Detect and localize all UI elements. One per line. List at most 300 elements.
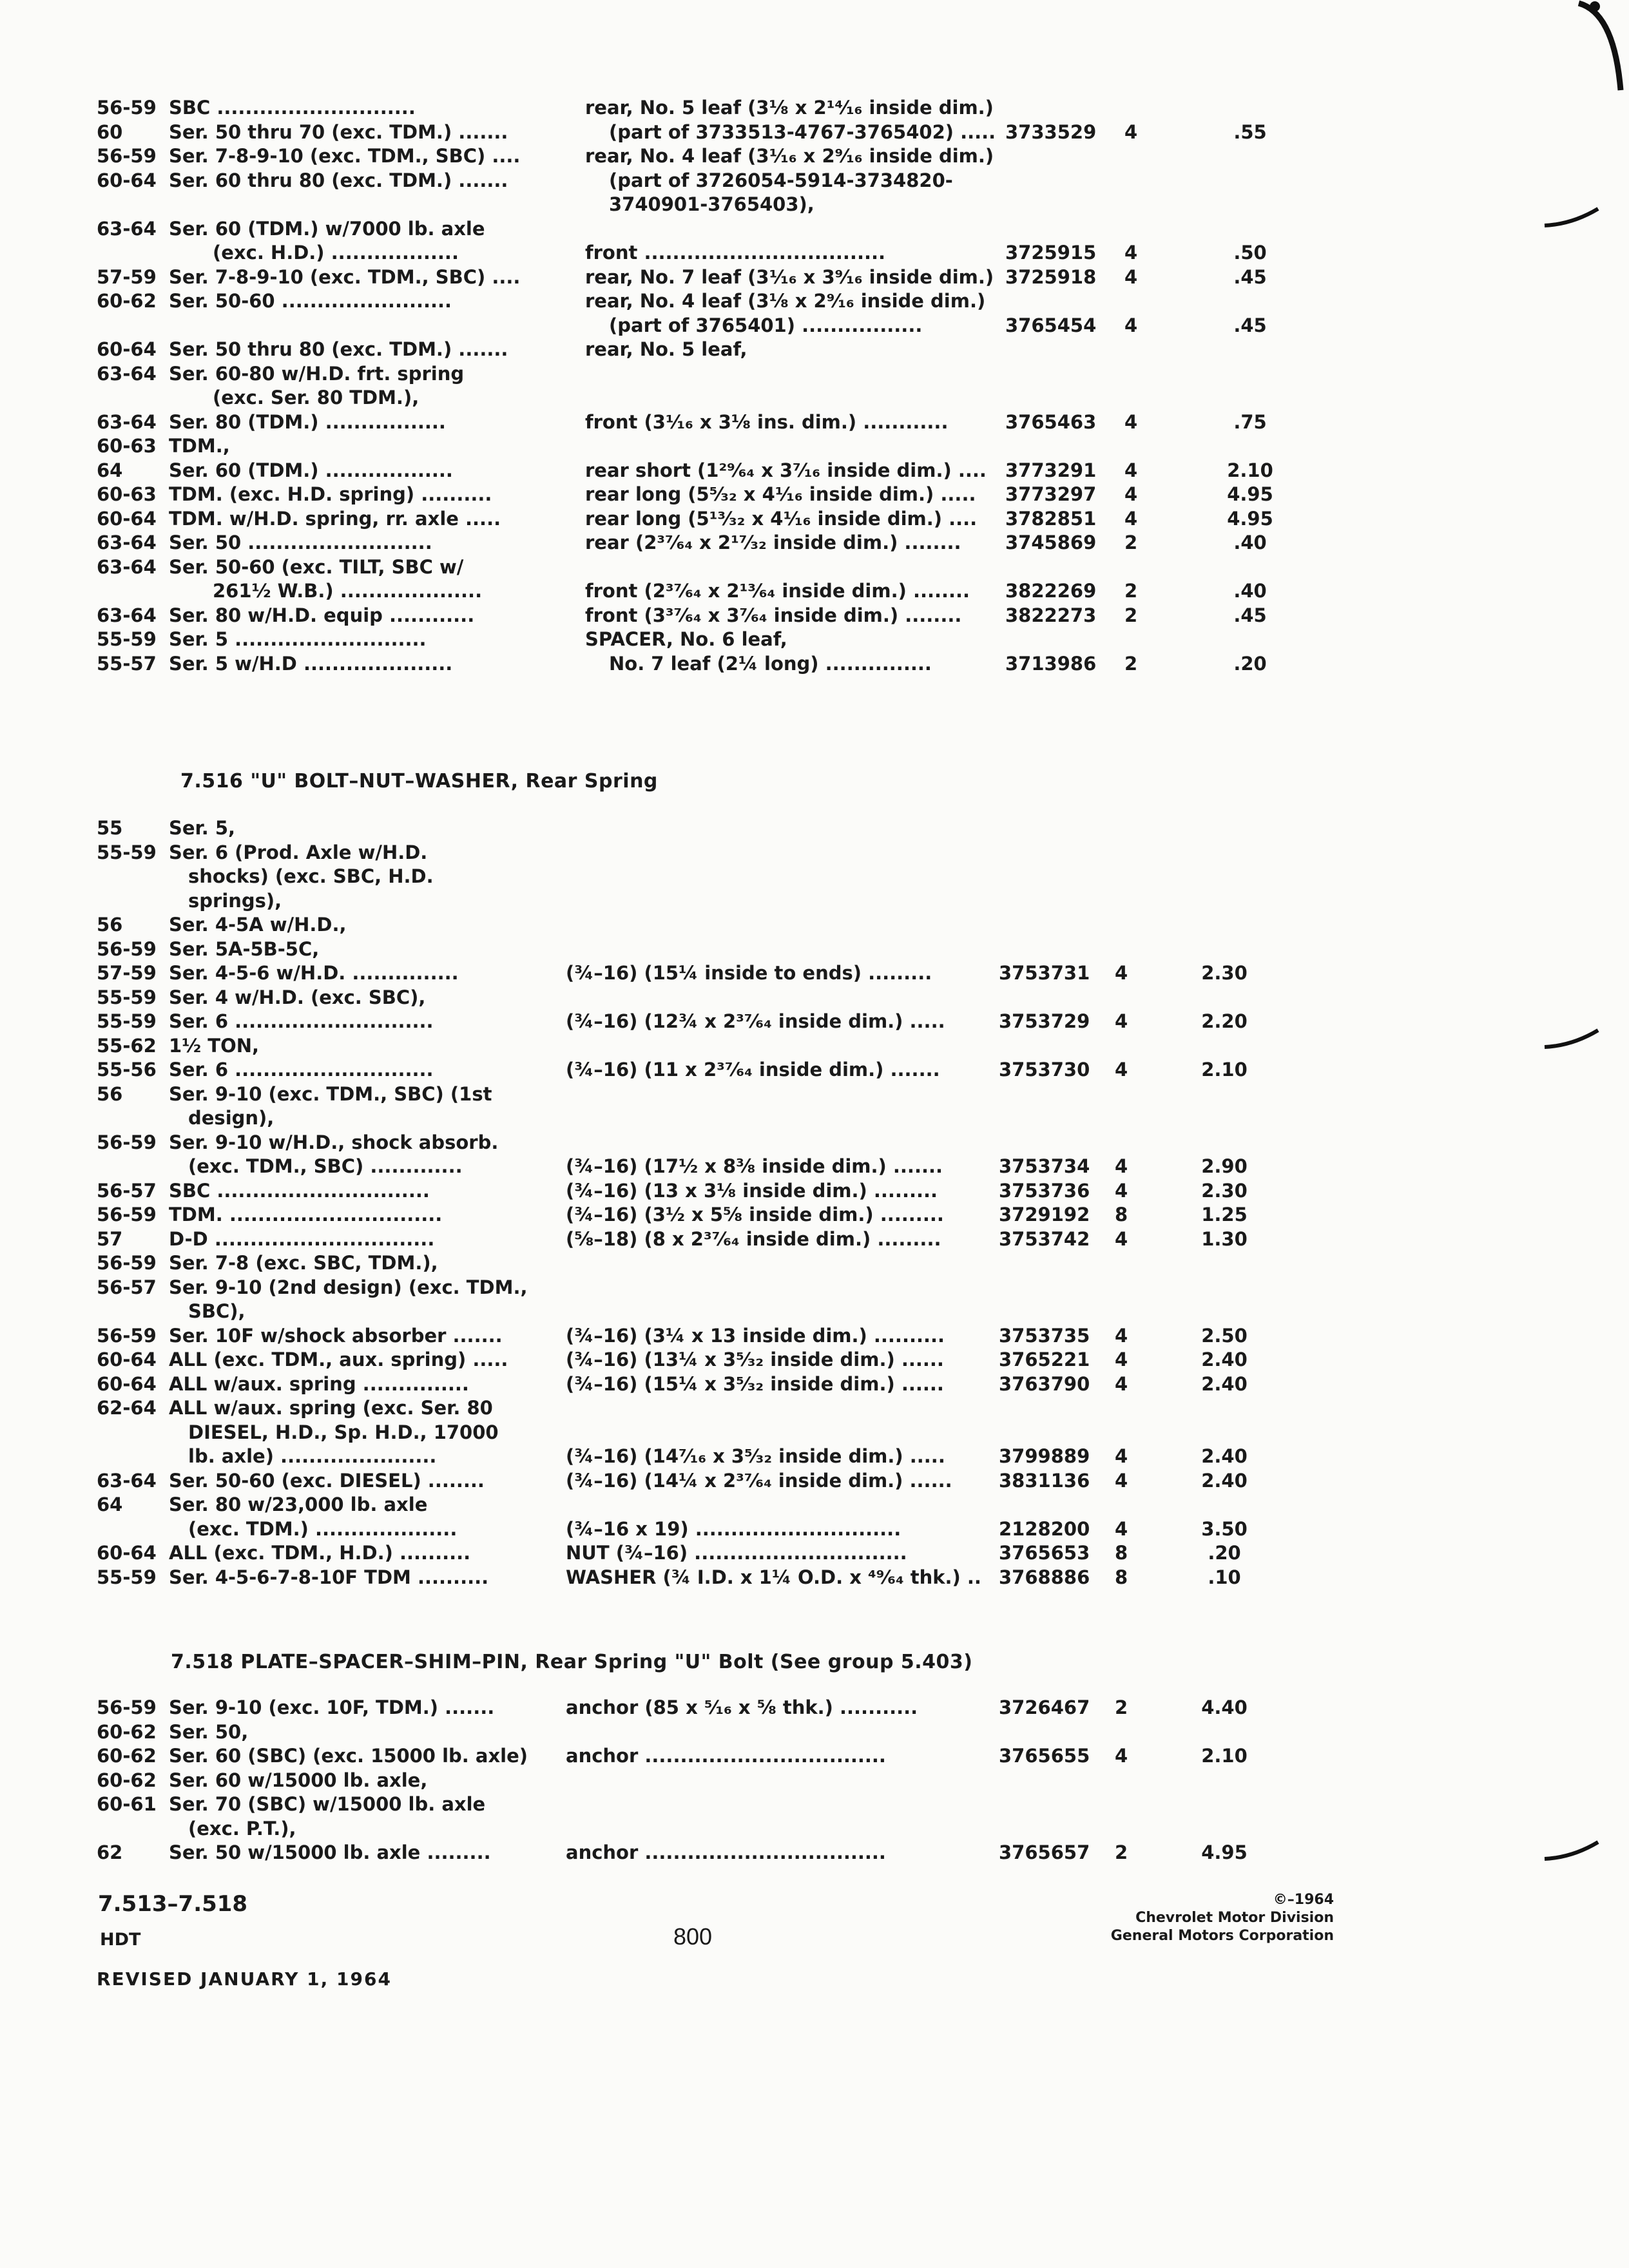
price: .45: [1233, 604, 1267, 626]
price: 3.50: [1201, 1517, 1248, 1540]
application: SBC),: [188, 1300, 246, 1322]
publisher-block: [1095, 1891, 1334, 1945]
application: Ser. 4-5-6 w/H.D. ...............: [169, 962, 459, 984]
table-row: [0, 387, 1629, 411]
part-number: 3799889: [999, 1445, 1090, 1467]
table-row: [0, 1325, 1629, 1349]
year-range: 60-63: [97, 483, 157, 505]
table-row: [0, 865, 1629, 890]
description: (part of 3726054-5914-3734820-: [609, 169, 953, 191]
description: (¾–16) (13 x 3⅛ inside dim.) .........: [566, 1179, 938, 1202]
year-range: 63-64: [97, 410, 157, 433]
table-row: [0, 1793, 1629, 1818]
application: ALL w/aux. spring ...............: [169, 1372, 469, 1395]
table-row: [0, 218, 1629, 242]
application: Ser. 9-10 (2nd design) (exc. TDM.,: [169, 1276, 528, 1298]
table-row: [0, 986, 1629, 1011]
quantity: 2: [1124, 604, 1138, 626]
table-row: [0, 363, 1629, 387]
application: (exc. H.D.) ..................: [213, 242, 459, 264]
application: Ser. 60 (SBC) (exc. 15000 lb. axle): [169, 1745, 528, 1767]
quantity: 2: [1115, 1841, 1128, 1863]
description: (⅝–18) (8 x 2³⁷⁄₆₄ inside dim.) .........: [566, 1227, 941, 1250]
parts-table-springs-continued: [0, 97, 1629, 677]
year-range: 63-64: [97, 362, 157, 385]
part-number: 3765221: [999, 1349, 1090, 1370]
part-number: 3765463: [1005, 410, 1097, 433]
year-range: 63-64: [97, 555, 157, 578]
year-range: 57-59: [97, 265, 157, 288]
table-row: [0, 604, 1629, 629]
year-range: 56-59: [97, 1324, 157, 1347]
quantity: 2: [1115, 1696, 1128, 1718]
price: .40: [1233, 580, 1267, 602]
table-row: [0, 121, 1629, 146]
description: (part of 3765401) .................: [609, 314, 923, 336]
description: rear long (5¹³⁄₃₂ x 4¹⁄₁₆ inside dim.) ....: [585, 507, 978, 530]
application: ALL (exc. TDM., aux. spring) .....: [169, 1349, 508, 1370]
table-row: [0, 1518, 1629, 1542]
year-range: 60-64: [97, 1349, 157, 1370]
price: 2.90: [1201, 1155, 1248, 1177]
quantity: 4: [1115, 1227, 1128, 1250]
application: Ser. 60-80 w/H.D. frt. spring: [169, 362, 465, 385]
table-row: [0, 1059, 1629, 1083]
table-row: [0, 1276, 1629, 1301]
application: Ser. 9-10 w/H.D., shock absorb.: [169, 1131, 499, 1153]
application: ALL (exc. TDM., H.D.) ..........: [169, 1542, 471, 1564]
application: (exc. Ser. 80 TDM.),: [213, 387, 419, 408]
year-range: 56-57: [97, 1276, 157, 1298]
part-number: 3765653: [999, 1542, 1090, 1564]
price: 2.40: [1201, 1469, 1248, 1492]
table-row: [0, 628, 1629, 653]
table-row: [0, 508, 1629, 532]
description: (¾–16) (15¼ x 3⁵⁄₃₂ inside dim.) ......: [566, 1372, 944, 1395]
description: rear, No. 5 leaf,: [585, 338, 747, 360]
table-row: [0, 914, 1629, 938]
application: Ser. 60 (TDM.) ..................: [169, 459, 453, 481]
price: 2.30: [1201, 962, 1248, 984]
copyright: ©–1964: [1273, 1892, 1334, 1908]
price: .20: [1233, 652, 1267, 675]
year-range: 55-56: [97, 1059, 157, 1081]
price: .40: [1233, 532, 1267, 553]
year-range: 56-59: [97, 937, 157, 960]
description: 3740901-3765403),: [609, 193, 815, 215]
price: .75: [1233, 410, 1267, 433]
description: rear (2³⁷⁄₆₄ x 2¹⁷⁄₃₂ inside dim.) ........: [585, 532, 961, 553]
quantity: 4: [1115, 1469, 1128, 1492]
application: D-D ...............................: [169, 1227, 435, 1250]
table-row: [0, 532, 1629, 556]
quantity: 4: [1124, 507, 1138, 530]
application: Ser. 4-5-6-7-8-10F TDM ..........: [169, 1566, 489, 1588]
table-row: [0, 1421, 1629, 1446]
table-row: [0, 1204, 1629, 1228]
quantity: 4: [1124, 483, 1138, 505]
description: (¾–16) (14⁷⁄₁₆ x 3⁵⁄₃₂ inside dim.) .....: [566, 1445, 945, 1467]
application: Ser. 6 ............................: [169, 1059, 434, 1081]
quantity: 4: [1124, 265, 1138, 288]
application: TDM. w/H.D. spring, rr. axle .....: [169, 507, 501, 530]
part-number: 3726467: [999, 1696, 1090, 1718]
table-row: [0, 314, 1629, 339]
part-number: 3753730: [999, 1059, 1090, 1081]
part-number: 3773291: [1005, 459, 1097, 481]
quantity: 8: [1115, 1542, 1128, 1564]
year-range: 60-62: [97, 290, 157, 312]
quantity: 4: [1124, 120, 1138, 143]
description: anchor ..................................: [566, 1841, 886, 1863]
part-number: 3733529: [1005, 120, 1097, 143]
application: DIESEL, H.D., Sp. H.D., 17000: [188, 1421, 499, 1443]
year-range: 62: [97, 1841, 123, 1863]
part-number: 3753735: [999, 1324, 1090, 1347]
description: (¾–16) (3½ x 5⅝ inside dim.) .........: [566, 1204, 944, 1225]
price: 2.10: [1227, 459, 1273, 481]
description: (¾–16 x 19) .............................: [566, 1517, 901, 1540]
price: .20: [1208, 1542, 1241, 1564]
quantity: 4: [1124, 410, 1138, 433]
price: 4.95: [1227, 483, 1273, 505]
application: Ser. 4 w/H.D. (exc. SBC),: [169, 986, 426, 1008]
application: Ser. 80 w/H.D. equip ............: [169, 604, 475, 626]
application: 261½ W.B.) ....................: [213, 580, 483, 602]
table-row: [0, 1445, 1629, 1470]
section-title-plate-spacer: 7.518 PLATE–SPACER–SHIM–PIN, Rear Spring "U" Bolt (See group 5.403): [171, 1651, 973, 1673]
table-row: [0, 266, 1629, 291]
quantity: 4: [1124, 242, 1138, 264]
application: TDM.,: [169, 435, 230, 457]
part-number: 3753729: [999, 1010, 1090, 1032]
application: Ser. 50 w/15000 lb. axle .........: [169, 1841, 491, 1863]
price: 1.30: [1201, 1227, 1248, 1250]
table-row: [0, 653, 1629, 677]
table-row: [0, 1566, 1629, 1591]
table-row: [0, 1696, 1629, 1721]
quantity: 2: [1124, 580, 1138, 602]
binder-hole-mark-bottom: [1543, 1840, 1601, 1865]
quantity: 4: [1115, 1010, 1128, 1032]
year-range: 63-64: [97, 1469, 157, 1492]
table-row: [0, 459, 1629, 484]
table-row: [0, 1769, 1629, 1794]
part-number: 2128200: [999, 1517, 1090, 1540]
year-range: 56-59: [97, 1696, 157, 1718]
year-range: 60-62: [97, 1720, 157, 1743]
application: Ser. 60 (TDM.) w/7000 lb. axle: [169, 217, 485, 240]
part-number: 3822273: [1005, 604, 1097, 626]
part-number: 3745869: [1005, 532, 1097, 553]
application: Ser. 50,: [169, 1720, 249, 1743]
application: ALL w/aux. spring (exc. Ser. 80: [169, 1397, 493, 1419]
year-range: 56: [97, 914, 123, 936]
year-range: 55-59: [97, 628, 157, 650]
price: 2.40: [1201, 1372, 1248, 1395]
price: 1.25: [1201, 1204, 1248, 1225]
table-row: [0, 1818, 1629, 1842]
table-row: [0, 338, 1629, 363]
year-range: 55-59: [97, 841, 157, 863]
table-row: [0, 435, 1629, 459]
table-row: [0, 411, 1629, 436]
table-row: [0, 1494, 1629, 1518]
table-row: [0, 1131, 1629, 1156]
revision-date: REVISED JANUARY 1, 1964: [97, 1968, 392, 1990]
description: (¾–16) (15¼ inside to ends) .........: [566, 962, 932, 984]
price: 2.20: [1201, 1010, 1248, 1032]
table-row: [0, 1035, 1629, 1059]
description: (¾–16) (3¼ x 13 inside dim.) ..........: [566, 1324, 945, 1347]
year-range: 55-59: [97, 1566, 157, 1588]
part-number: 3782851: [1005, 507, 1097, 530]
table-row: [0, 145, 1629, 169]
table-row: [0, 1721, 1629, 1745]
quantity: 2: [1124, 532, 1138, 553]
description: rear, No. 7 leaf (3¹⁄₁₆ x 3⁹⁄₁₆ inside dim.): [585, 265, 994, 288]
table-row: [0, 841, 1629, 866]
application: Ser. 50-60 (exc. TILT, SBC w/: [169, 555, 464, 578]
application: Ser. 9-10 (exc. 10F, TDM.) .......: [169, 1696, 495, 1718]
application: springs),: [188, 889, 282, 912]
description: anchor ..................................: [566, 1745, 886, 1767]
application: Ser. 6 (Prod. Axle w/H.D.: [169, 841, 428, 863]
table-row: [0, 1155, 1629, 1180]
table-row: [0, 1542, 1629, 1566]
price: 4.40: [1201, 1696, 1248, 1718]
year-range: 56: [97, 1082, 123, 1105]
year-range: 60-64: [97, 1542, 157, 1564]
description: anchor (85 x ⁵⁄₁₆ x ⅝ thk.) ...........: [566, 1696, 918, 1718]
description: rear, No. 4 leaf (3¹⁄₁₆ x 2⁹⁄₁₆ inside dim.): [585, 145, 994, 167]
description: front (2³⁷⁄₆₄ x 2¹³⁄₆₄ inside dim.) ........: [585, 580, 970, 602]
description: (¾–16) (12¾ x 2³⁷⁄₆₄ inside dim.) .....: [566, 1010, 945, 1032]
table-row: [0, 169, 1629, 194]
application: Ser. 50-60 ........................: [169, 290, 452, 312]
year-range: 57: [97, 1227, 123, 1250]
part-number: 3753731: [999, 962, 1090, 984]
quantity: 4: [1115, 1349, 1128, 1370]
catalog-code: HDT: [100, 1930, 141, 1950]
table-row: [0, 1252, 1629, 1276]
price: .55: [1233, 120, 1267, 143]
description: No. 7 leaf (2¼ long) ...............: [609, 652, 932, 675]
quantity: 4: [1115, 1372, 1128, 1395]
application: (exc. TDM.) ....................: [188, 1517, 458, 1540]
year-range: 56-59: [97, 145, 157, 167]
year-range: 56-59: [97, 1131, 157, 1153]
quantity: 4: [1115, 1517, 1128, 1540]
description: rear short (1²⁹⁄₆₄ x 3⁷⁄₁₆ inside dim.) ....: [585, 459, 987, 481]
year-range: 55-62: [97, 1034, 157, 1057]
description: (part of 3733513-4767-3765402) .....: [609, 120, 996, 143]
year-range: 63-64: [97, 217, 157, 240]
application: (exc. TDM., SBC) .............: [188, 1155, 463, 1177]
table-row: [0, 290, 1629, 314]
application: Ser. 50 thru 70 (exc. TDM.) .......: [169, 120, 508, 143]
quantity: 4: [1115, 1059, 1128, 1081]
application: Ser. 5 ...........................: [169, 628, 427, 650]
application: Ser. 7-8-9-10 (exc. TDM., SBC) ....: [169, 145, 521, 167]
quantity: 4: [1124, 459, 1138, 481]
part-number: 3768886: [999, 1566, 1090, 1588]
description: WASHER (¾ I.D. x 1¼ O.D. x ⁴⁹⁄₆₄ thk.) ..: [566, 1566, 981, 1588]
application: Ser. 5,: [169, 817, 236, 839]
application: Ser. 60 w/15000 lb. axle,: [169, 1769, 428, 1791]
price: .45: [1233, 314, 1267, 336]
year-range: 55-59: [97, 986, 157, 1008]
application: (exc. P.T.),: [188, 1817, 296, 1840]
application: Ser. 80 (TDM.) .................: [169, 410, 446, 433]
description: NUT (¾–16) ..............................: [566, 1542, 907, 1564]
quantity: 4: [1115, 1745, 1128, 1767]
part-number: 3765657: [999, 1841, 1090, 1863]
parts-table-plate-spacer: [0, 1696, 1629, 1866]
quantity: 8: [1115, 1566, 1128, 1588]
table-row: [0, 97, 1629, 121]
quantity: 2: [1124, 652, 1138, 675]
description: rear, No. 4 leaf (3⅛ x 2⁹⁄₁₆ inside dim.): [585, 290, 986, 312]
price: .50: [1233, 242, 1267, 264]
table-row: [0, 962, 1629, 986]
year-range: 62-64: [97, 1397, 157, 1419]
price: 2.50: [1201, 1324, 1248, 1347]
table-row: [0, 1010, 1629, 1035]
year-range: 60-62: [97, 1769, 157, 1791]
price: 2.30: [1201, 1179, 1248, 1202]
part-number: 3763790: [999, 1372, 1090, 1395]
price: 2.40: [1201, 1349, 1248, 1370]
application: Ser. 60 thru 80 (exc. TDM.) .......: [169, 169, 508, 191]
table-row: [0, 1083, 1629, 1108]
year-range: 60-64: [97, 338, 157, 360]
binder-hole-mark-middle: [1543, 1028, 1601, 1053]
year-range: 60: [97, 120, 123, 143]
price: 4.95: [1201, 1841, 1248, 1863]
table-row: [0, 580, 1629, 604]
price: 2.10: [1201, 1745, 1248, 1767]
application: Ser. 10F w/shock absorber .......: [169, 1324, 503, 1347]
description: (¾–16) (11 x 2³⁷⁄₆₄ inside dim.) .......: [566, 1059, 940, 1081]
application: Ser. 50-60 (exc. DIESEL) ........: [169, 1469, 485, 1492]
year-range: 60-64: [97, 169, 157, 191]
description: SPACER, No. 6 leaf,: [585, 628, 787, 650]
binder-hole-mark-top: [1543, 206, 1601, 232]
part-number: 3729192: [999, 1204, 1090, 1225]
part-number: 3822269: [1005, 580, 1097, 602]
part-number: 3831136: [999, 1469, 1090, 1492]
application: SBC ............................: [169, 97, 416, 119]
table-row: [0, 242, 1629, 266]
table-row: [0, 1107, 1629, 1131]
description: (¾–16) (14¼ x 2³⁷⁄₆₄ inside dim.) ......: [566, 1469, 952, 1492]
table-row: [0, 1180, 1629, 1204]
application: Ser. 80 w/23,000 lb. axle: [169, 1494, 428, 1515]
year-range: 55-57: [97, 652, 157, 675]
part-number: 3725915: [1005, 242, 1097, 264]
application: Ser. 7-8-9-10 (exc. TDM., SBC) ....: [169, 265, 521, 288]
year-range: 60-63: [97, 435, 157, 457]
part-number: 3725918: [1005, 265, 1097, 288]
table-row: [0, 938, 1629, 963]
table-row: [0, 483, 1629, 508]
year-range: 64: [97, 1494, 123, 1515]
quantity: 4: [1115, 962, 1128, 984]
application: Ser. 9-10 (exc. TDM., SBC) (1st: [169, 1082, 492, 1105]
table-row: [0, 556, 1629, 581]
table-row: [0, 1228, 1629, 1253]
quantity: 4: [1115, 1179, 1128, 1202]
corner-smudge: [1576, 0, 1627, 103]
table-row: [0, 1841, 1629, 1866]
part-number: 3753734: [999, 1155, 1090, 1177]
application: Ser. 7-8 (exc. SBC, TDM.),: [169, 1252, 438, 1274]
price: 4.95: [1227, 507, 1273, 530]
table-row: [0, 1349, 1629, 1373]
application: Ser. 4-5A w/H.D.,: [169, 914, 347, 936]
quantity: 4: [1115, 1445, 1128, 1467]
year-range: 64: [97, 459, 123, 481]
part-number: 3753742: [999, 1227, 1090, 1250]
publisher-division: Chevrolet Motor Division: [1135, 1910, 1334, 1926]
year-range: 56-59: [97, 1204, 157, 1225]
part-number: 3765655: [999, 1745, 1090, 1767]
application: Ser. 5 w/H.D .....................: [169, 652, 453, 675]
application: Ser. 50 thru 80 (exc. TDM.) .......: [169, 338, 508, 360]
year-range: 55: [97, 817, 123, 839]
table-row: [0, 1397, 1629, 1421]
description: front (3¹⁄₁₆ x 3⅛ ins. dim.) ............: [585, 410, 949, 433]
price: .10: [1208, 1566, 1241, 1588]
part-number: 3713986: [1005, 652, 1097, 675]
part-number: 3773297: [1005, 483, 1097, 505]
publisher-corporation: General Motors Corporation: [1110, 1928, 1334, 1944]
application: SBC ..............................: [169, 1179, 430, 1202]
part-number: 3753736: [999, 1179, 1090, 1202]
year-range: 56-59: [97, 97, 157, 119]
description: front ..................................: [585, 242, 886, 264]
application: Ser. 70 (SBC) w/15000 lb. axle: [169, 1793, 486, 1815]
description: (¾–16) (17½ x 8⅜ inside dim.) .......: [566, 1155, 943, 1177]
table-row: [0, 1373, 1629, 1398]
application: Ser. 6 ............................: [169, 1010, 434, 1032]
application: TDM. (exc. H.D. spring) ..........: [169, 483, 492, 505]
year-range: 63-64: [97, 532, 157, 553]
year-range: 63-64: [97, 604, 157, 626]
quantity: 4: [1115, 1155, 1128, 1177]
description: rear, No. 5 leaf (3⅛ x 2¹⁴⁄₁₆ inside dim.): [585, 97, 994, 119]
table-row: [0, 817, 1629, 841]
table-row: [0, 1470, 1629, 1494]
year-range: 60-64: [97, 507, 157, 530]
description: front (3³⁷⁄₆₄ x 3⁷⁄₆₄ inside dim.) ........: [585, 604, 962, 626]
price: .45: [1233, 265, 1267, 288]
description: rear long (5⁵⁄₃₂ x 4¹⁄₁₆ inside dim.) .....: [585, 483, 976, 505]
quantity: 8: [1115, 1204, 1128, 1225]
application: design),: [188, 1107, 275, 1129]
quantity: 4: [1124, 314, 1138, 336]
part-number: 3765454: [1005, 314, 1097, 336]
year-range: 60-61: [97, 1793, 157, 1815]
price: 2.40: [1201, 1445, 1248, 1467]
table-row: [0, 1745, 1629, 1769]
price: 2.10: [1201, 1059, 1248, 1081]
year-range: 56-57: [97, 1179, 157, 1202]
application: TDM. ..............................: [169, 1204, 443, 1225]
section-title-u-bolt: 7.516 "U" BOLT–NUT–WASHER, Rear Spring: [180, 770, 658, 793]
quantity: 4: [1115, 1324, 1128, 1347]
